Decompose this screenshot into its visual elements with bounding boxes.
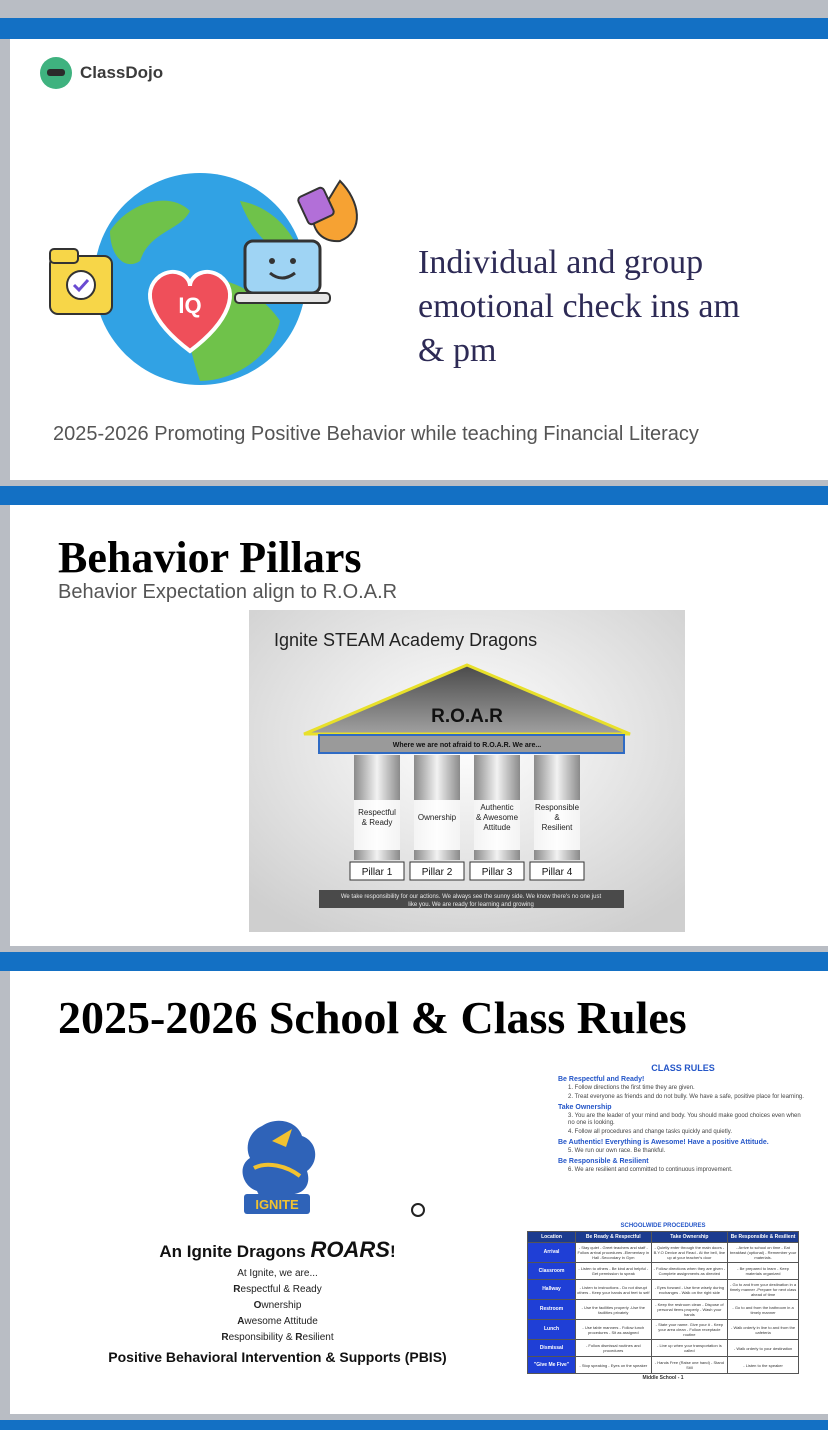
pillar-label: Pillar 2 <box>421 867 453 878</box>
table-row <box>528 1243 799 1263</box>
pillar-value: & Awesome <box>475 813 519 822</box>
slide-divider <box>0 486 828 505</box>
table-cell: - Be prepared to learn - Keep materials organized <box>728 1263 799 1280</box>
pillar-value: Respectful <box>358 808 396 817</box>
table-cell: - Use the facilities properly -Use the facilities privately <box>576 1300 652 1320</box>
table-row <box>528 1280 799 1300</box>
table-row <box>528 1320 799 1340</box>
rule-item: 4. Follow all procedures and change tasks quickly and quietly. <box>568 1129 732 1135</box>
pillar-value: Ownership <box>417 813 457 822</box>
diagram-roof-label: R.O.A.R <box>431 706 503 727</box>
pbis-label: Positive Behavioral Intervention & Supports (PBIS) <box>108 1349 447 1365</box>
table-row <box>528 1340 799 1357</box>
table-cell: - Walk orderly to your destination <box>728 1340 799 1357</box>
slide-divider-top <box>0 18 828 39</box>
table-cell: - Go to and from your destination in a timely manner -Prepare for next class ahead of time <box>728 1280 799 1300</box>
table-cell: - Arrive to school on time - Eat breakfast (optional) - Remember your materials. <box>728 1243 799 1263</box>
location-cell: Restroom <box>528 1300 576 1320</box>
fire-icon <box>297 181 357 241</box>
rule-item: 5. We run our own race. Be thankful. <box>568 1148 666 1154</box>
cursor-circle-icon[interactable] <box>411 1203 425 1217</box>
roars-line: Ownership <box>253 1300 302 1311</box>
location-cell: Arrival <box>528 1243 576 1263</box>
ignite-logo-word: IGNITE <box>255 1197 299 1212</box>
procedures-table <box>527 1231 799 1374</box>
classdojo-monster-icon <box>40 57 72 89</box>
ignite-dragon-logo <box>232 1116 322 1226</box>
roars-poster <box>90 1237 465 1365</box>
slide-subtitle: Behavior Expectation align to R.O.A.R <box>58 581 398 603</box>
roars-line: Awesome Attitude <box>237 1316 318 1327</box>
table-cell: - Stop speaking - Eyes on the speaker <box>576 1357 652 1374</box>
slide-headline: Individual and group emotional check ins am & pm <box>418 244 740 369</box>
table-row <box>528 1263 799 1280</box>
diagram-base-text-2: like you. We are ready for learning and growing <box>408 902 534 908</box>
table-cell: - Follow directions when they are given - Complete assignments as directed <box>651 1263 728 1280</box>
table-cell: - Listen to others - Be kind and helpful - Get permission to speak <box>576 1263 652 1280</box>
procedures-footer: Middle School - 1 <box>642 1375 684 1381</box>
table-cell: - Go to and from the bathroom in a timely manner <box>728 1300 799 1320</box>
pillar-value: & <box>554 813 560 822</box>
table-cell: - Eyes forward - Use time wisely during exchanges - Walk on the right side <box>651 1280 728 1300</box>
rule-heading: Be Authentic! Everything is Awesome! Have a positive Attitude. <box>558 1139 769 1146</box>
table-cell: - Keep the restroom clean - Dispose of personal items properly - Wash your hands <box>651 1300 728 1320</box>
pillar-value: Resilient <box>541 823 573 832</box>
schoolwide-procedures-sheet <box>527 1223 799 1381</box>
roars-intro: At Ignite, we are... <box>237 1268 318 1279</box>
pillar-label: Pillar 1 <box>361 867 393 878</box>
slide-footer: 2025-2026 Promoting Positive Behavior while teaching Financial Literacy <box>53 423 699 445</box>
rule-heading: Be Respectful and Ready! <box>558 1076 645 1083</box>
slide-title: Behavior Pillars <box>58 533 362 582</box>
diagram-school-name: Ignite STEAM Academy Dragons <box>274 630 538 650</box>
classdojo-logo <box>40 57 163 89</box>
table-header: Take Ownership <box>651 1232 728 1243</box>
slide-behavior-pillars[interactable] <box>10 505 828 946</box>
rule-item: 1. Follow directions the first time they are given. <box>568 1085 695 1091</box>
location-cell: "Give Me Five" <box>528 1357 576 1374</box>
roars-line: Responsibility & Resilient <box>221 1332 334 1343</box>
slide-title: 2025-2026 School & Class Rules <box>58 992 687 1043</box>
slide-checkins[interactable] <box>10 39 828 480</box>
rule-item: 3. You are the leader of your mind and body. You should make good choices even when no one is looking. <box>568 1113 801 1126</box>
table-cell: - Listen to the speaker <box>728 1357 799 1374</box>
table-header: Be Ready & Respectful <box>576 1232 652 1243</box>
roars-line: Respectful & Ready <box>233 1284 322 1295</box>
location-cell: Dismissal <box>528 1340 576 1357</box>
diagram-beam-text: Where we are not afraid to R.O.A.R. We are... <box>392 742 542 749</box>
table-row <box>528 1300 799 1320</box>
heart-label: IQ <box>178 293 202 318</box>
rule-heading: Take Ownership <box>558 1104 612 1111</box>
table-cell: - State your name. Give your # - Keep your area clean - Follow receptacle routine <box>651 1320 728 1340</box>
pillar-label: Pillar 4 <box>541 867 573 878</box>
slide-divider-bottom <box>0 1420 828 1430</box>
class-rules-sheet <box>558 1063 808 1174</box>
table-row <box>528 1357 799 1374</box>
rule-item: 6. We are resilient and committed to continuous improvement. <box>568 1167 733 1173</box>
pillar-value: Responsible <box>534 803 580 812</box>
rule-item: 2. Treat everyone as friends and do not bully. We have a safe, positive place for learning. <box>568 1094 804 1100</box>
pillar-value: Authentic <box>480 803 514 812</box>
table-cell: - Listen to instructions - Do not disrupt others - Keep your hands and feet to self <box>576 1280 652 1300</box>
pillar-value: Attitude <box>483 823 511 832</box>
table-cell: - Quietly enter through the main doors - B.Y.O Device and Read - At the bell, line up at your teacher's door <box>651 1243 728 1263</box>
roars-heading: An Ignite Dragons ROARS! <box>159 1237 396 1262</box>
table-cell: - Stay quiet - Greet teachers and staff - Follow arrival procedures -Elementary in Hall -Secondary in Gym <box>576 1243 652 1263</box>
laptop-icon <box>235 241 330 303</box>
globe-illustration <box>40 161 370 387</box>
slide-school-rules[interactable] <box>10 971 828 1414</box>
slide-divider <box>0 952 828 971</box>
location-cell: Classroom <box>528 1263 576 1280</box>
location-cell: Lunch <box>528 1320 576 1340</box>
table-header: Location <box>528 1232 576 1243</box>
pillars-diagram <box>249 610 685 932</box>
logo-text: ClassDojo <box>80 63 164 82</box>
folder-icon <box>50 249 112 314</box>
location-cell: Hallway <box>528 1280 576 1300</box>
diagram-base-text-1: We take responsibility for our actions. We always see the sunny side. We know there's no one just <box>340 894 602 900</box>
table-header: Be Responsible & Resilient <box>728 1232 799 1243</box>
table-cell: - Line up when your transportation is called <box>651 1340 728 1357</box>
table-cell: - Follow dismissal routines and procedures <box>576 1340 652 1357</box>
table-cell: - Hands Free (Raise one hand) - Stand Still <box>651 1357 728 1374</box>
table-cell: - Walk orderly in line to and from the cafeteria <box>728 1320 799 1340</box>
pillar-label: Pillar 3 <box>481 867 513 878</box>
procedures-title: SCHOOLWIDE PROCEDURES <box>620 1223 706 1229</box>
rule-heading: Be Responsible & Resilient <box>558 1158 649 1165</box>
pillar-value: & Ready <box>361 818 393 827</box>
class-rules-title: CLASS RULES <box>651 1063 715 1073</box>
table-cell: - Use table manners - Follow lunch procedures - Sit as assigned <box>576 1320 652 1340</box>
